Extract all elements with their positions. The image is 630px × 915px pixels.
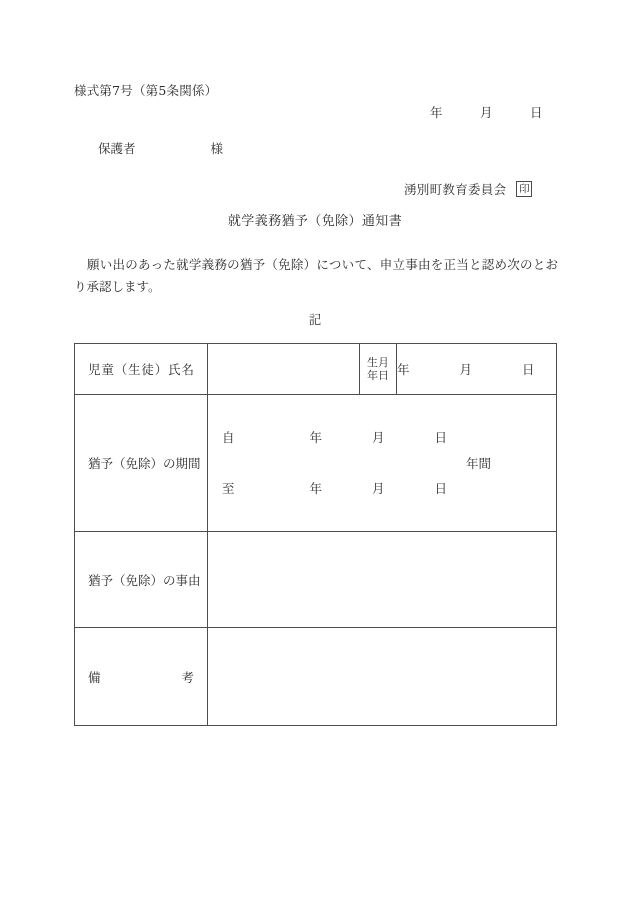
addressee-line: 保護者 様 xyxy=(98,141,224,156)
table-row xyxy=(75,628,557,726)
issuer-block xyxy=(404,180,532,198)
remarks-label-cell xyxy=(75,628,208,726)
body-paragraph: 願い出のあった就学義務の猶予（免除）について、申立事由を正当と認め次のとおり承認します。 xyxy=(74,257,558,294)
remarks-input-cell[interactable] xyxy=(208,628,557,726)
student-name-input-cell[interactable] xyxy=(208,344,360,395)
issue-date-line: 年 月 日 xyxy=(430,105,543,120)
period-duration-unit: 年間 xyxy=(466,456,492,471)
period-to-line[interactable]: 至 年 月 日 xyxy=(222,481,448,496)
period-label: 猶予（免除）の期間 xyxy=(88,456,201,471)
reason-input-cell[interactable] xyxy=(208,532,557,628)
reason-label-cell xyxy=(75,532,208,628)
student-name-label-cell xyxy=(75,344,208,395)
table-row xyxy=(75,344,557,395)
period-range xyxy=(208,395,556,531)
reason-label: 猶予（免除）の事由 xyxy=(88,572,201,588)
table-row xyxy=(75,395,557,532)
page-title: 就学義務猶予（免除）通知書 xyxy=(227,214,403,229)
period-input-cell[interactable] xyxy=(208,395,557,532)
birthdate-label-cell xyxy=(360,344,397,395)
table-row xyxy=(75,532,557,628)
seal-stamp-icon: 印 xyxy=(516,181,532,197)
notification-table xyxy=(74,343,557,726)
birthdate-label-line1: 生月 xyxy=(367,356,389,369)
ki-marker: 記 xyxy=(308,312,322,327)
student-name-label: 児童（生徒）氏名 xyxy=(88,362,194,377)
issuer-name: 湧別町教育委員会 xyxy=(404,182,507,197)
birthdate-label-line2: 年日 xyxy=(367,369,389,382)
period-from-line[interactable]: 自 年 月 日 xyxy=(222,430,448,445)
form-number: 様式第7号（第5条関係） xyxy=(74,83,218,98)
period-label-cell xyxy=(75,395,208,532)
remarks-label: 備考 xyxy=(88,669,194,685)
birthdate-input-cell[interactable]: 年 月 日 xyxy=(397,344,557,395)
